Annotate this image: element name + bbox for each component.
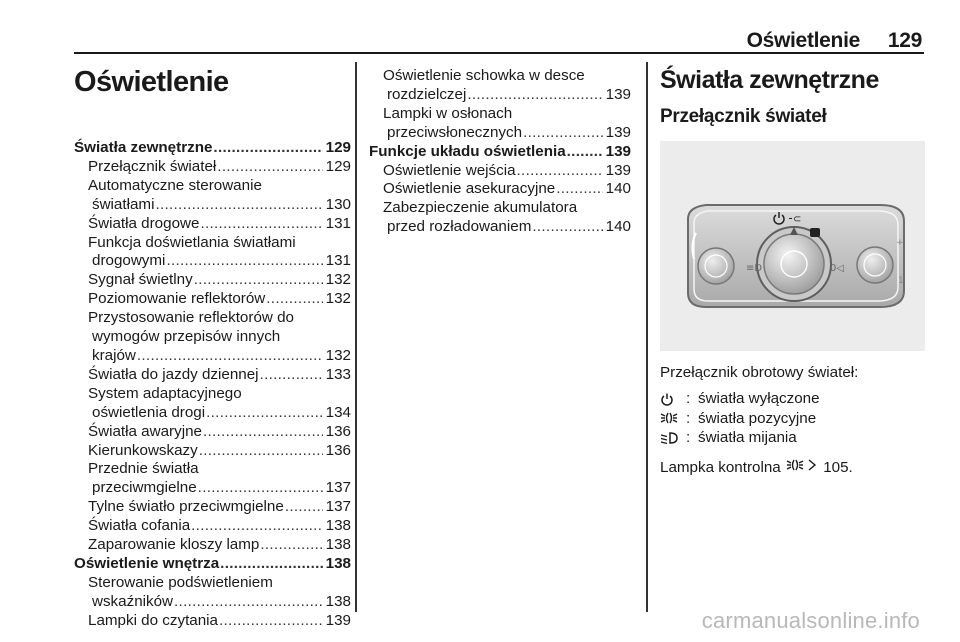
parking-lights-icon bbox=[785, 458, 805, 476]
toc-entry[interactable] bbox=[74, 574, 351, 612]
toc-entry-title: Przystosowanie reflektorów do bbox=[88, 309, 294, 327]
toc-entry-title: Lampki do czytania bbox=[88, 611, 219, 629]
toc-leader-dots bbox=[523, 124, 603, 143]
toc-entry-title: Światła drogowe bbox=[88, 214, 200, 232]
toc-entry-title: Światła do jazdy dziennej bbox=[88, 365, 259, 383]
toc-entry-title: Oświetlenie asekuracyjne bbox=[383, 180, 556, 198]
toc-entry-title: Automatyczne sterowanie bbox=[88, 176, 262, 194]
toc-page-number: 139 bbox=[605, 85, 631, 103]
toc-entry-title: Tylne światło przeciwmgielne bbox=[88, 498, 284, 516]
toc-leader-dots bbox=[174, 593, 323, 612]
light-switch-illustration bbox=[660, 141, 925, 351]
toc-leader-dots bbox=[155, 196, 322, 215]
toc-page-number: 138 bbox=[325, 592, 351, 610]
toc-page-number: 129 bbox=[325, 139, 351, 156]
toc-page-number: 133 bbox=[325, 365, 351, 383]
section-title: Światła zewnętrzne bbox=[660, 66, 879, 94]
toc-entry-title: wskaźników bbox=[92, 592, 174, 610]
svg-text:⁃⊂: ⁃⊂ bbox=[788, 214, 802, 225]
toc-page-number: 137 bbox=[325, 479, 351, 497]
toc-line bbox=[74, 517, 351, 536]
toc-entry-title: Zabezpieczenie akumulatora bbox=[383, 199, 578, 217]
toc-entry[interactable] bbox=[369, 180, 631, 199]
toc-line bbox=[369, 86, 631, 105]
toc-page-number: 139 bbox=[605, 123, 631, 141]
toc-entry-title: rozdzielczej bbox=[387, 85, 467, 103]
toc-entry-title: Poziomowanie reflektorów bbox=[88, 290, 266, 308]
figure-caption: Przełącznik obrotowy świateł: bbox=[660, 364, 859, 381]
subsection-title: Przełącznik świateł bbox=[660, 106, 827, 127]
toc-leader-dots bbox=[200, 215, 322, 234]
table-of-contents-column-2 bbox=[369, 67, 631, 237]
toc-page-number: 132 bbox=[325, 290, 351, 308]
toc-leader-dots bbox=[285, 498, 323, 517]
toc-entry[interactable] bbox=[74, 309, 351, 366]
indicator-lamp-note bbox=[660, 458, 853, 476]
svg-text:0◁: 0◁ bbox=[830, 263, 845, 274]
toc-entry-title: Funkcja doświetlania światłami bbox=[88, 233, 296, 251]
toc-leader-dots bbox=[137, 347, 323, 366]
svg-text:1: 1 bbox=[898, 276, 904, 286]
toc-leader-dots bbox=[206, 404, 323, 423]
toc-entry[interactable] bbox=[74, 385, 351, 423]
toc-page-number: 140 bbox=[605, 180, 631, 198]
legend-colon: : bbox=[686, 409, 691, 427]
toc-entry-title: Sygnał świetlny bbox=[88, 271, 193, 289]
toc-entry[interactable] bbox=[74, 290, 351, 309]
toc-entry-title: wymogów przepisów innych bbox=[92, 328, 281, 346]
toc-line bbox=[74, 290, 351, 309]
toc-page-number: 131 bbox=[325, 252, 351, 270]
toc-line bbox=[369, 218, 631, 237]
toc-line bbox=[74, 347, 351, 366]
toc-entry[interactable] bbox=[74, 536, 351, 555]
toc-entry-title: Zaparowanie kloszy lamp bbox=[88, 536, 260, 554]
svg-text:+: + bbox=[896, 238, 904, 248]
toc-line bbox=[74, 593, 351, 612]
toc-entry[interactable] bbox=[74, 442, 351, 461]
toc-entry-title: Przednie światła bbox=[88, 460, 199, 478]
toc-page-number: 138 bbox=[325, 536, 351, 554]
toc-entry[interactable] bbox=[369, 105, 631, 143]
toc-entry-title: Światła cofania bbox=[88, 517, 191, 535]
toc-entry-title: Światła zewnętrzne bbox=[74, 139, 213, 156]
column-divider bbox=[646, 62, 648, 612]
toc-page-number: 138 bbox=[325, 554, 351, 572]
toc-entry-title: Oświetlenie schowka w desce bbox=[383, 67, 585, 84]
legend-colon: : bbox=[686, 429, 691, 447]
toc-page-number: 139 bbox=[605, 161, 631, 179]
toc-page-number: 132 bbox=[325, 271, 351, 289]
legend-row-parking bbox=[660, 409, 820, 429]
toc-page-number: 130 bbox=[325, 195, 351, 213]
lamp-note-prefix: Lampka kontrolna bbox=[660, 458, 781, 476]
toc-line bbox=[369, 162, 631, 181]
toc-page-number: 139 bbox=[605, 142, 631, 160]
legend-text: światła mijania bbox=[698, 429, 797, 447]
toc-line bbox=[74, 479, 351, 498]
column-divider bbox=[355, 62, 357, 612]
page-reference-icon[interactable] bbox=[805, 458, 819, 476]
toc-page-number: 129 bbox=[325, 157, 351, 175]
toc-line bbox=[369, 180, 631, 199]
toc-line bbox=[74, 158, 351, 177]
toc-entry-title: drogowymi bbox=[92, 252, 166, 270]
toc-leader-dots bbox=[266, 290, 322, 309]
toc-entry-title: Oświetlenie wejścia bbox=[383, 161, 516, 179]
toc-entry-title: światłami bbox=[92, 195, 155, 213]
toc-leader-dots bbox=[198, 479, 323, 498]
toc-entry[interactable] bbox=[74, 423, 351, 442]
header-rule bbox=[74, 52, 924, 54]
toc-leader-dots bbox=[203, 423, 323, 442]
legend-text: światła wyłączone bbox=[698, 390, 820, 407]
toc-line bbox=[74, 196, 351, 215]
legend-row-off bbox=[660, 389, 820, 409]
toc-leader-dots bbox=[166, 252, 322, 271]
toc-section-heading bbox=[369, 143, 631, 162]
toc-entry-title: System adaptacyjnego bbox=[88, 384, 242, 402]
toc-entry-title: oświetlenia drogi bbox=[92, 403, 206, 421]
toc-section-heading bbox=[74, 555, 351, 574]
toc-entry-title: Przełącznik świateł bbox=[88, 157, 217, 175]
toc-page-number: 139 bbox=[325, 611, 351, 629]
toc-entry-title: Światła awaryjne bbox=[88, 422, 202, 440]
toc-line bbox=[74, 423, 351, 442]
toc-leader-dots bbox=[556, 180, 602, 199]
toc-leader-dots bbox=[194, 271, 323, 290]
toc-leader-dots bbox=[517, 162, 603, 181]
toc-leader-dots bbox=[260, 536, 322, 555]
toc-line bbox=[74, 612, 351, 631]
power-off-icon bbox=[660, 392, 686, 406]
toc-leader-dots bbox=[191, 517, 323, 536]
table-of-contents-column-1 bbox=[74, 139, 351, 631]
toc-entry[interactable] bbox=[74, 177, 351, 215]
toc-entry[interactable] bbox=[74, 234, 351, 272]
chapter-title: Oświetlenie bbox=[74, 66, 229, 98]
toc-entry[interactable] bbox=[74, 158, 351, 177]
toc-leader-dots bbox=[213, 139, 322, 158]
toc-line bbox=[74, 404, 351, 423]
toc-entry[interactable] bbox=[369, 143, 631, 162]
toc-entry[interactable] bbox=[74, 498, 351, 517]
toc-leader-dots bbox=[467, 86, 602, 105]
toc-page-number: 136 bbox=[325, 422, 351, 440]
toc-section-heading bbox=[74, 139, 351, 158]
toc-entry[interactable] bbox=[74, 555, 351, 574]
running-header-title: Oświetlenie bbox=[746, 29, 860, 52]
toc-entry[interactable] bbox=[74, 366, 351, 385]
toc-line bbox=[74, 271, 351, 290]
toc-entry-title: przeciwsłonecznych bbox=[387, 123, 523, 141]
toc-leader-dots bbox=[217, 158, 322, 177]
toc-line bbox=[74, 536, 351, 555]
toc-entry[interactable] bbox=[369, 67, 631, 105]
toc-entry[interactable] bbox=[369, 199, 631, 237]
toc-leader-dots bbox=[260, 366, 323, 385]
toc-entry-title: Kierunkowskazy bbox=[88, 441, 198, 459]
toc-leader-dots bbox=[220, 555, 322, 574]
toc-line bbox=[74, 366, 351, 385]
toc-leader-dots bbox=[219, 612, 323, 631]
toc-line bbox=[74, 252, 351, 271]
toc-entry[interactable] bbox=[74, 271, 351, 290]
toc-page-number: 131 bbox=[325, 214, 351, 232]
svg-text:≡D: ≡D bbox=[746, 263, 763, 274]
toc-entry-title: przed rozładowaniem bbox=[387, 218, 532, 236]
toc-entry[interactable] bbox=[369, 162, 631, 181]
toc-entry[interactable] bbox=[74, 139, 351, 158]
toc-entry-title: Lampki w osłonach bbox=[383, 104, 513, 122]
lamp-note-page-reference[interactable]: 105. bbox=[823, 458, 853, 476]
toc-page-number: 134 bbox=[325, 403, 351, 421]
toc-entry-title: Oświetlenie wnętrza bbox=[74, 554, 220, 572]
parking-lights-icon bbox=[660, 411, 686, 425]
toc-entry-title: Funkcje układu oświetlenia bbox=[369, 142, 566, 160]
toc-line bbox=[74, 442, 351, 461]
switch-legend bbox=[660, 389, 820, 448]
toc-page-number: 136 bbox=[325, 441, 351, 459]
toc-page-number: 132 bbox=[325, 346, 351, 364]
toc-line bbox=[74, 215, 351, 234]
legend-colon: : bbox=[686, 390, 691, 407]
toc-entry[interactable] bbox=[74, 517, 351, 536]
toc-entry-title: krajów bbox=[92, 346, 136, 364]
toc-page-number: 140 bbox=[605, 218, 631, 236]
legend-row-low-beam bbox=[660, 428, 820, 448]
toc-entry-title: Sterowanie podświetleniem bbox=[88, 573, 273, 591]
page-number: 129 bbox=[887, 29, 922, 52]
toc-entry[interactable] bbox=[74, 215, 351, 234]
toc-page-number: 138 bbox=[325, 517, 351, 535]
toc-leader-dots bbox=[199, 442, 323, 461]
toc-entry-title: przeciwmgielne bbox=[92, 479, 197, 497]
toc-entry[interactable] bbox=[74, 612, 351, 631]
toc-line bbox=[74, 498, 351, 517]
watermark: carmanualsonline.info bbox=[701, 608, 920, 633]
toc-leader-dots bbox=[532, 218, 602, 237]
legend-text: światła pozycyjne bbox=[698, 409, 817, 427]
toc-entry[interactable] bbox=[74, 460, 351, 498]
toc-line bbox=[369, 124, 631, 143]
toc-leader-dots bbox=[567, 143, 603, 162]
low-beam-icon bbox=[660, 431, 686, 445]
toc-page-number: 137 bbox=[325, 498, 351, 516]
